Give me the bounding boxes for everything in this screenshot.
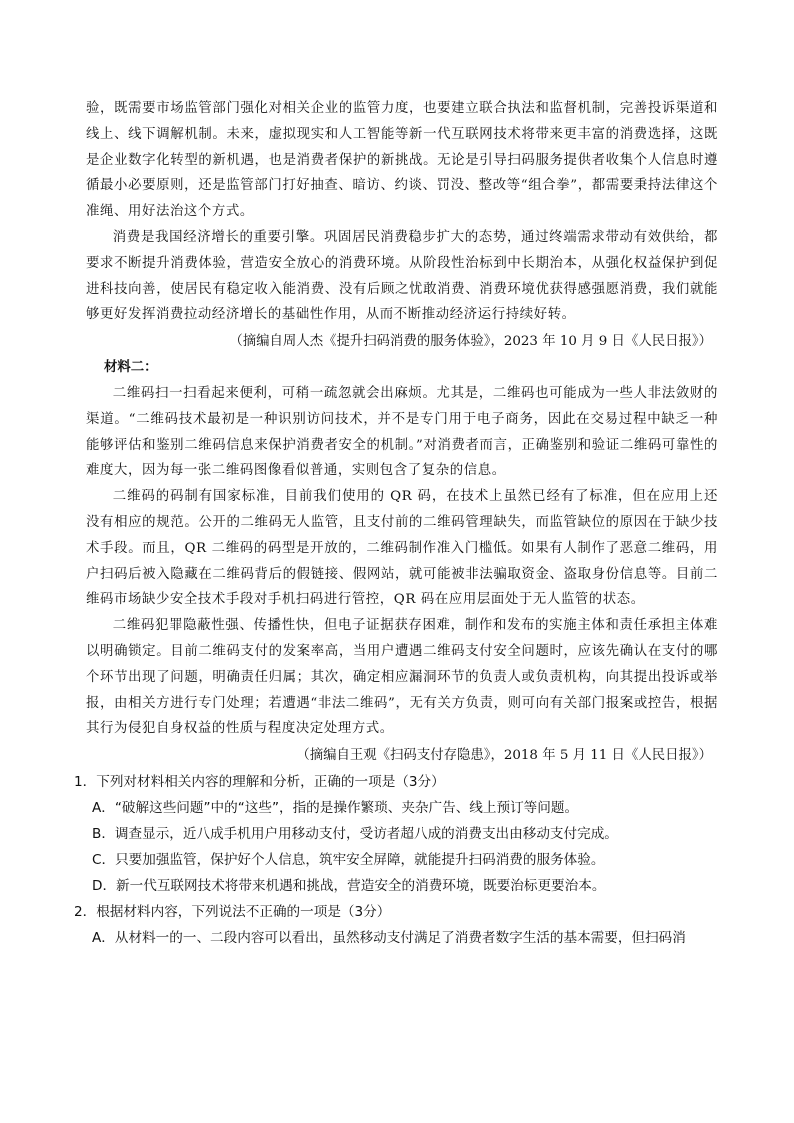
document-page: [74, 96, 718, 951]
answer-option: C．只要加强监管，保护好个人信息，筑牢安全屏障，就能提升扫码消费的服务体验。: [92, 851, 605, 868]
material-one-paragraph: 消费是我国经济增长的重要引擎。巩固居民消费稳步扩大的态势，通过终端需求带动有效供给，都要求不断提升消费体验，营造安全放心的消费环境。从阶段性治标到中长期治本，从强化权益保护到促进科技向善，使居民有稳定收入能消费、没有后顾之忧敢消费、消费环境优获得感强愿消费，我们就能够更好发挥消费拉动经济增长的基础性作用，从而不断推动经济运行持续好转。: [86, 229, 718, 323]
material-one-paragraph: 验，既需要市场监管部门强化对相关企业的监管力度，也要建立联合执法和监督机制，完善投诉渠道和线上、线下调解机制。未来，虚拟现实和人工智能等新一代互联网技术将带来更丰富的消费选择，这既是企业数字化转型的新机遇，也是消费者保护的新挑战。无论是引导扫码服务提供者收集个人信息时遵循最小必要原则，还是监管部门打好抽查、暗访、约谈、罚没、整改等“组合拳”，都需要秉持法律这个准绳、用好法治这个方式。: [86, 101, 718, 220]
source-citation: （摘编自王观《扫码支付存隐患》，2018 年 5 月 11 日《人民日报》）: [296, 748, 712, 764]
answer-option: A．从材料一的一、二段内容可以看出，虽然移动支付满足了消费者数字生活的基本需要，但扫码消: [92, 929, 686, 946]
section-heading: 材料二：: [104, 359, 158, 375]
question-stem: 1．下列对材料相关内容的理解和分析，正确的一项是（3分）: [74, 773, 445, 790]
answer-option: B．调查显示，近八成手机用户用移动支付，受访者超八成的消费支出由移动支付完成。: [92, 825, 618, 842]
answer-option: D．新一代互联网技术将带来机遇和挑战，营造安全的消费环境，既要治标更要治本。: [92, 877, 606, 894]
material-two-paragraph: 二维码扫一扫看起来便利，可稍一疏忽就会出麻烦。尤其是，二维码也可能成为一些人非法敛财的渠道。“二维码技术最初是一种识别访问技术，并不是专门用于电子商务，因此在交易过程中缺乏一种能够评估和鉴别二维码信息来保护消费者安全的机制。”对消费者而言，正确鉴别和验证二维码可靠性的难度大，因为每一张二维码图像看似普通，实则包含了复杂的信息。: [86, 385, 718, 479]
answer-option: A．“破解这些问题”中的“这些”，指的是操作繁琐、夹杂广告、线上预订等问题。: [92, 799, 579, 816]
material-two-paragraph: 二维码的码制有国家标准，目前我们使用的 QR 码，在技术上虽然已经有了标准，但在应用上还没有相应的规范。公开的二维码无人监管，且支付前的二维码管理缺失，而监管缺位的原因在于缺少技术手段。而且，QR 二维码的码型是开放的，二维码制作准入门槛低。如果有人制作了恶意二维码，用户扫码后被入隐藏在二维码背后的假链接、假网站，就可能被非法骗取资金、盗取身份信息等。目前二维码市场缺少安全技术手段对手机扫码进行管控，QR 码在应用层面处于无人监管的状态。: [86, 489, 718, 608]
material-two-paragraph: 二维码犯罪隐蔽性强、传播性快，但电子证据获存困难，制作和发布的实施主体和责任承担主体难以明确锁定。目前二维码支付的发案率高，当用户遭遇二维码支付安全问题时，应该先确认在支付的哪个环节出现了问题，明确责任归属；其次，确定相应漏洞环节的负责人或负责机构，向其提出投诉或举报，由相关方进行专门处理；若遭遇“非法二维码”，无有关方负责，则可向有关部门报案或控告，根据其行为侵犯自身权益的性质与程度决定处理方式。: [86, 618, 718, 737]
question-stem: 2．根据材料内容，下列说法不正确的一项是（3分）: [74, 903, 391, 920]
source-citation: （摘编自周人杰《提升扫码消费的服务体验》，2023 年 10 月 9 日《人民日报》）: [229, 334, 712, 350]
